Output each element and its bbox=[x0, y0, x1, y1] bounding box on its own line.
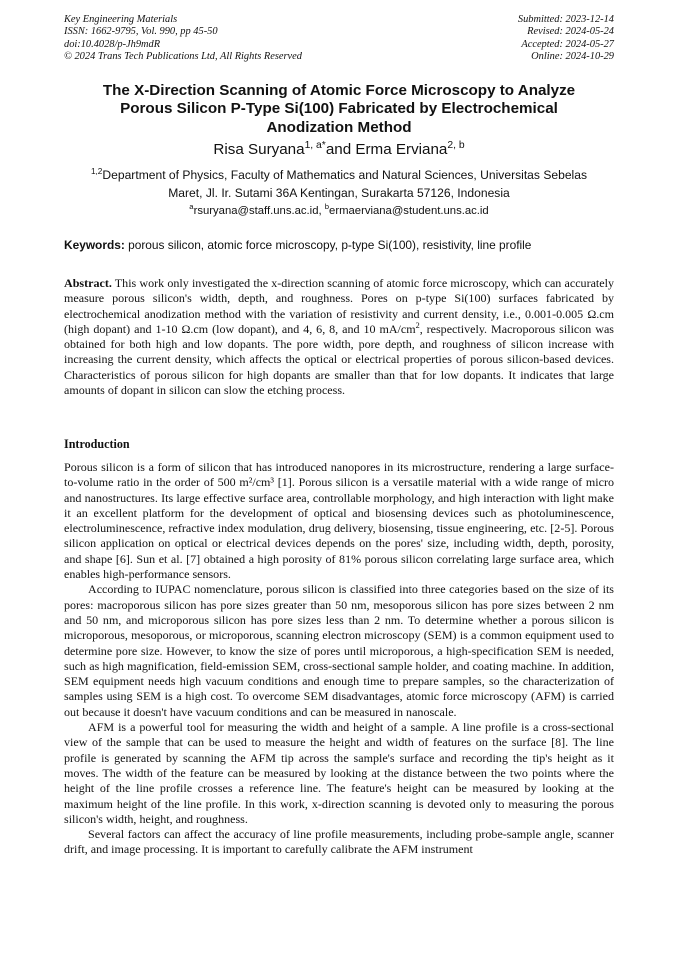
intro-paragraph-4: Several factors can affect the accuracy of line profile measurements, including probe-sample angle, scanner drift, and image processing. It is important to carefully calibrate the AFM instrument bbox=[64, 827, 614, 857]
affiliation bbox=[64, 167, 614, 202]
journal-header-right bbox=[518, 14, 614, 63]
affiliation-superscript: 1,2 bbox=[90, 166, 103, 176]
author-1: Risa Suryana bbox=[213, 141, 305, 158]
title-line-2: Porous Silicon P-Type Si(100) Fabricated by Electrochemical bbox=[120, 100, 558, 118]
abstract-superscript: 2 bbox=[415, 320, 420, 330]
title-line-3: Anodization Method bbox=[266, 118, 412, 136]
email-b[interactable]: ermaerviana@student.uns.ac.id bbox=[329, 205, 489, 217]
revised-date: Revised: 2024-05-24 bbox=[527, 26, 614, 38]
doi: doi:10.4028/p-Jh9mdR bbox=[64, 38, 161, 50]
abstract-label: Abstract. bbox=[64, 276, 112, 290]
keywords bbox=[64, 238, 614, 252]
intro-paragraph-2: According to IUPAC nomenclature, porous silicon is classified into three categories based on the size of its pores: macroporous silicon has pore sizes greater than 50 nm, mesoporous silicon has pore sizes between 2 nm and 50 nm, and microporous silicon has pore sizes less than 2 nm. To determine whether a porous silicon is microporous, mesoporous, or microporous, scanning electron microscopy (SEM) is a common equipment used to determine pore size. However, to know the size of pores until microporous, a high-specification SEM is needed, such as high magnification, field-emission SEM, cross-sectional sample holder, and coating machine. In addition, SEM equipment needs high vacuum conditions and enough time to prepare samples, so the characterization of samples using SEM is a high cost. To overcome SEM disadvantages, atomic force microscopy (AFM) is carried out because it doesn't have vacuum conditions and can be measured in nanoscale. bbox=[64, 582, 614, 719]
author-1-superscript: 1, a* bbox=[304, 139, 326, 151]
author-list bbox=[64, 141, 614, 159]
author-2-superscript: 2, b bbox=[447, 139, 465, 151]
keywords-text: porous silicon, atomic force microscopy, p-type Si(100), resistivity, line profile bbox=[124, 238, 532, 252]
intro-paragraph-3: AFM is a powerful tool for measuring the width and height of a sample. A line profile is a cross-sectional view of the sample that can be used to measure the height and width of features on the surface [8]. The line profile is generated by scanning the AFM tip across the sample's surface and recording the tip's height as it moves. The width of the feature can be measured by looking at the distance between the two points where the height of the line profile crosses a reference line. The feature's height can be measured by looking at the maximum height of the line profile. In this work, x-direction scanning is devoted only to measuring the porous silicon's width, height, and roughness. bbox=[64, 720, 614, 826]
affiliation-line-1: Department of Physics, Faculty of Mathematics and Natural Sciences, Universitas Sebelas bbox=[102, 168, 588, 182]
email-a[interactable]: rsuryana@staff.uns.ac.id, bbox=[193, 205, 322, 217]
title-line-1: The X-Direction Scanning of Atomic Force Microscopy to Analyze bbox=[102, 82, 576, 99]
affiliation-line-2: Maret, Jl. Ir. Sutami 36A Kentingan, Surakarta 57126, Indonesia bbox=[168, 185, 510, 200]
introduction-body bbox=[64, 460, 614, 858]
intro-paragraph-1: Porous silicon is a form of silicon that has introduced nanopores in its microstructure, rendering a large surface-to-volume ratio in the order of 500 m²/cm³ [1]. Porous silicon is a versatile material with a wide range of micro and nanostructures. Its large effective surface area, controllable morphology, and high interaction with light make it an excellent platform for the development of optical and biosensing devices such as photoluminescence, electroluminescence, refractive index modulation, drug delivery, biosensing, tissue engineering, etc. [2-5]. Porous silicon application on optical or electrical devices depends on the pores' size, including width, depth, porosity, and shape [6]. Sun et al. [7] obtained a high porosity of 81% porous silicon correlating large surface area, which enables high-performance sensors. bbox=[64, 460, 614, 582]
author-2: and Erma Erviana bbox=[325, 141, 448, 158]
email-b-superscript: b bbox=[324, 202, 330, 212]
copyright: © 2024 Trans Tech Publications Ltd, All Rights Reserved bbox=[64, 50, 302, 62]
issn: ISSN: 1662-9795, Vol. 990, pp 45-50 bbox=[64, 26, 218, 38]
email-a-superscript: a bbox=[189, 202, 194, 212]
abstract bbox=[64, 276, 614, 398]
introduction-heading: Introduction bbox=[64, 437, 130, 451]
online-date: Online: 2024-10-29 bbox=[531, 50, 614, 62]
emails bbox=[64, 204, 614, 218]
paper-title bbox=[64, 82, 614, 137]
journal-name: Key Engineering Materials bbox=[64, 14, 178, 25]
abstract-text-2: , respectively. Macroporous silicon was obtained for both high and low dopants. The pore width, pore depth, and roughness of silicon increase with increasing the current density, which affects the optical or electrical properties of porous silicon-based devices. Characteristics of porous silicon for high dopants are smaller than that for low dopants. It indicates that large amounts of dopant in silicon can slow the etching process. bbox=[64, 321, 614, 398]
abstract-text-1: This work only investigated the x-direction scanning of atomic force microscopy, which can accurately measure porous silicon's width, depth, and roughness. Pores on p-type Si(100) surfaces fabricated by electrochemical anodization method with the variation of resistivity and current density, i.e., 0.001-0.005 Ω.cm (high dopant) and 1-10 Ω.cm (low dopant), and 4, 6, 8, and 10 mA/cm bbox=[64, 276, 614, 336]
accepted-date: Accepted: 2024-05-27 bbox=[521, 38, 614, 50]
keywords-label: Keywords: bbox=[64, 238, 125, 252]
journal-header-left bbox=[64, 14, 302, 63]
submitted-date: Submitted: 2023-12-14 bbox=[517, 14, 614, 25]
